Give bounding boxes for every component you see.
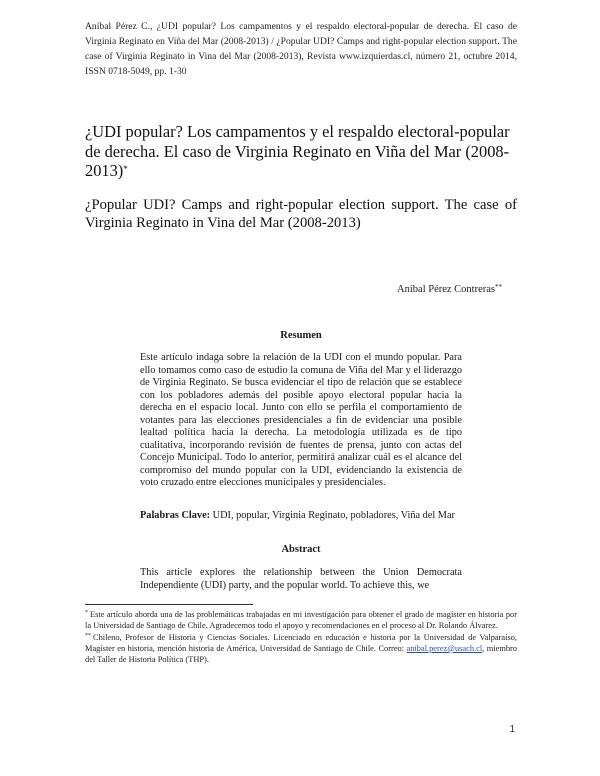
resumen-text: Este artículo indaga sobre la relación de la UDI con el mundo popular. Para ello tomamos como caso de estudio la comuna de Viña del Mar y el liderazgo de Virginia Reginato. Se busca evidenciar el tipo de relación que se establece con los pobladores además del posible apoyo electoral popular hacia la derecha en el espacio local. Junto con ello se perfila el comportamiento de votantes para las elecciones presidenciales a fin de evidenciar una posible lealtad política hacia la derecha. La metodología utilizada es de tipo cualitativa, incorporando revisión de fuentes de prensa, junto con actas del Concejo Municipal. Todo lo anterior, permitirá analizar cuál es el alcance del compromiso del mundo popular con la UDI, evidenciando la existencia de voto cruzado entre elecciones municipales y presidenciales.: [140, 352, 462, 488]
footnote-2-tail: , miembro del Taller de Historia Política (THP).: [85, 643, 517, 665]
title-footnote-marker[interactable]: *: [123, 164, 128, 174]
citation-header: Aníbal Pérez C., ¿UDI popular? Los campamentos y el respaldo electoral-popular de derecha. El caso de Virginia Reginato en Viña del Mar (2008-2013) / ¿Popular UDI? Camps and right-popular election support. The case of Virginia Reginato in Vina del Mar (2008-2013), Revista www.izquierdas.cl, número 21, octubre 2014, ISSN 0718-5049, pp. 1-30: [85, 21, 517, 77]
article-title-english: ¿Popular UDI? Camps and right-popular election support. The case of Virginia Reginato in Vina del Mar (2008-2013): [85, 197, 517, 231]
footnote-divider: [85, 604, 253, 605]
footnote-1: [85, 609, 517, 632]
page-number: 1: [509, 724, 515, 735]
resumen-heading: Resumen: [280, 330, 322, 341]
author-line: [397, 283, 502, 296]
author-footnote-marker[interactable]: **: [495, 283, 502, 291]
article-title-spanish: [85, 122, 517, 181]
keywords-label: Palabras Clave:: [140, 510, 211, 521]
author-name: Aníbal Pérez Contreras: [397, 284, 495, 295]
title-spanish-text: ¿UDI popular? Los campamentos y el respaldo electoral-popular de derecha. El caso de Virginia Reginato en Viña del Mar (2008-2013): [85, 122, 510, 180]
abstract-heading: Abstract: [281, 544, 321, 555]
footnote-2-marker: **: [85, 632, 91, 639]
keywords-line: [140, 510, 462, 523]
author-email-link[interactable]: anibal.perez@usach.cl: [406, 643, 483, 653]
footnotes: [85, 609, 517, 665]
footnote-1-marker: *: [85, 610, 88, 616]
footnote-2: [85, 632, 517, 666]
footnote-1-text: Este artículo aborda una de las problemáticas trabajadas en mi investigación para obtener el grado de magíster en historia por la Universidad de Santiago de Chile. Agradecemos todo el apoyo y recomendaciones en el proceso al Dr. Rolando Álvarez.: [85, 610, 517, 631]
keywords-text: UDI, popular, Virginia Reginato, pobladores, Viña del Mar: [212, 510, 455, 521]
footnote-2-text: Chileno, Profesor de Historia y Ciencias Sociales. Licenciado en educación e historia por la Universidad de Valparaíso, Magíster en historia, mención historia de América, Universidad de Santiago de Chile. Correo:: [85, 632, 517, 653]
abstract-text: This article explores the relationship between the Union Democrata Independiente (UDI) party, and the popular world. To achieve this, we: [140, 567, 462, 591]
